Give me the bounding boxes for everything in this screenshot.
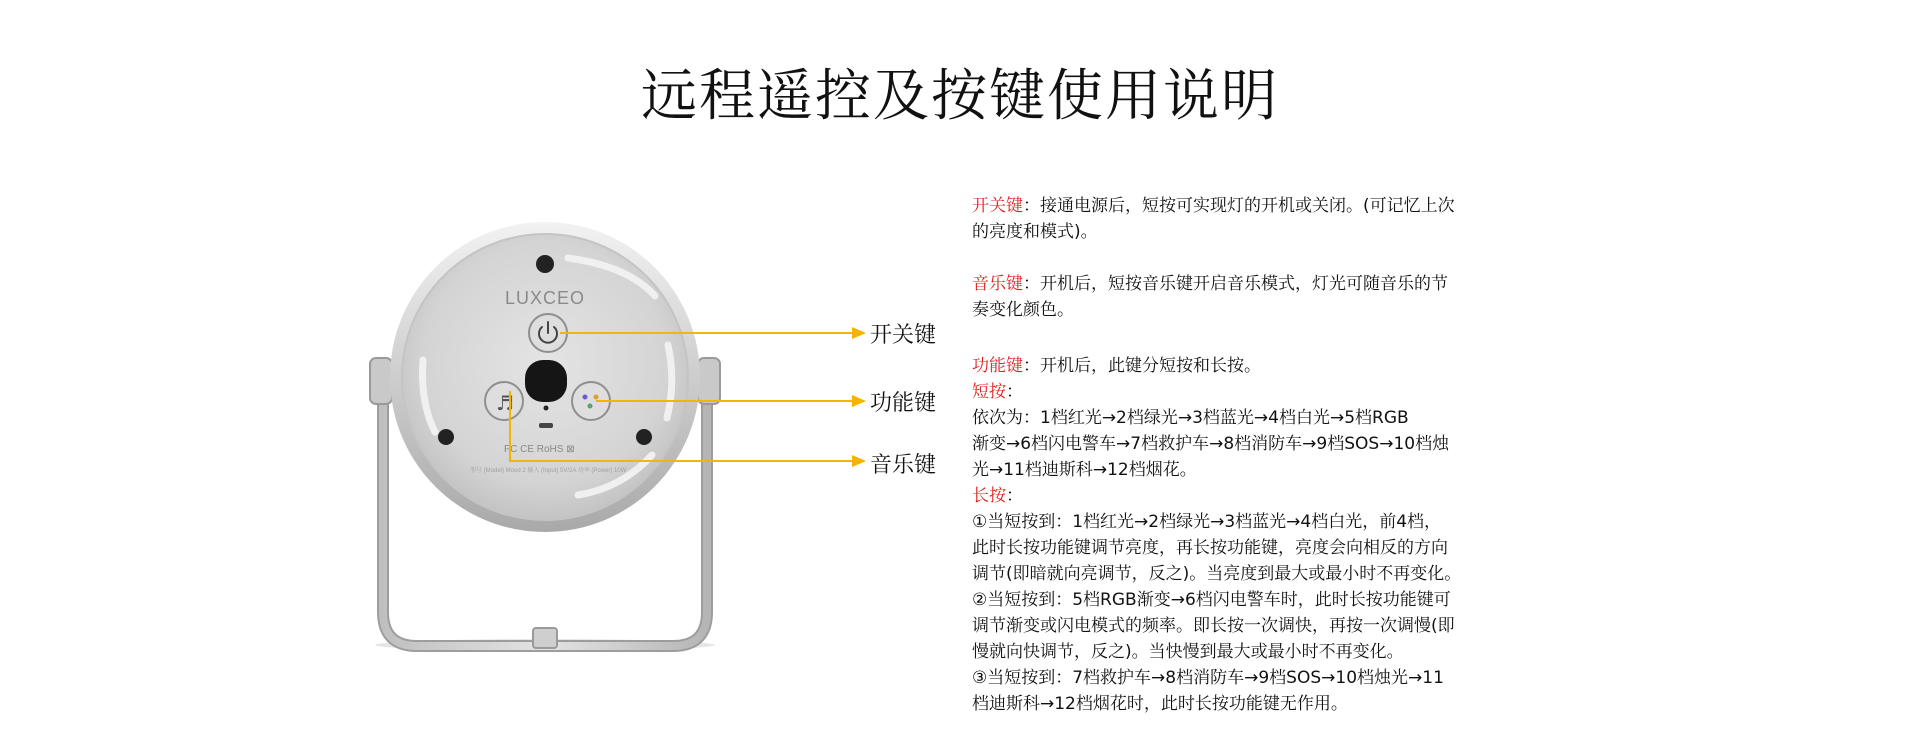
long-press-line: 慢就向快调节，反之)。当快慢到最大或最小时不再变化。 bbox=[972, 642, 1404, 662]
music-key-label: 音乐键 bbox=[972, 274, 1023, 294]
short-press-line: 依次为：1档红光→2档绿光→3档蓝光→4档白光→5档RGB bbox=[972, 408, 1409, 428]
power-desc-line1: 开关键：接通电源后，短按可实现灯的开机或关闭。(可记忆上次 bbox=[972, 196, 1455, 216]
long-press-line: 调节渐变或闪电模式的频率。即长按一次调快，再按一次调慢(即 bbox=[972, 616, 1455, 636]
long-press-line: ①当短按到：1档红光→2档绿光→3档蓝光→4档白光，前4档， bbox=[972, 512, 1442, 532]
music-desc-line2: 奏变化颜色。 bbox=[972, 300, 1074, 320]
mic-hole bbox=[544, 406, 549, 411]
callout-power-key: 开关键 bbox=[870, 323, 937, 348]
long-press-line: ②当短按到：5档RGB渐变→6档闪电警车时，此时长按功能键可 bbox=[972, 590, 1451, 610]
short-press-heading: 短按： bbox=[972, 382, 1023, 402]
power-key-label: 开关键 bbox=[972, 196, 1023, 216]
function-key-label: 功能键 bbox=[972, 356, 1023, 376]
spec-text: 型号 (Model) Mood 2 输入 (Input) 5V/2A 功率 (Power) 10W bbox=[470, 468, 627, 474]
long-press-heading: 长按： bbox=[972, 486, 1023, 506]
ir-sensor bbox=[525, 360, 567, 402]
screw-hole-left bbox=[438, 429, 454, 445]
music-note-icon: ♬ bbox=[496, 391, 514, 415]
screw-hole-top bbox=[536, 255, 554, 273]
callout-function-key: 功能键 bbox=[870, 391, 937, 416]
short-press-line: 光→11档迪斯科→12档烟花。 bbox=[972, 460, 1197, 480]
music-desc-line1: 音乐键：开机后，短按音乐键开启音乐模式，灯光可随音乐的节 bbox=[972, 274, 1448, 294]
certification-marks: FC CE RoHS ⊠ bbox=[504, 444, 575, 455]
long-press-line: 调节(即暗就向亮调节，反之)。当亮度到最大或最小时不再变化。 bbox=[972, 564, 1462, 584]
long-press-line: 档迪斯科→12档烟花时，此时长按功能键无作用。 bbox=[972, 694, 1348, 714]
callout-music-key: 音乐键 bbox=[870, 453, 937, 478]
short-press-line: 渐变→6档闪电警车→7档救护车→8档消防车→9档SOS→10档烛 bbox=[972, 434, 1450, 454]
instructions bbox=[972, 193, 1532, 717]
long-press-line: 此时长按功能键调节亮度，再长按功能键，亮度会向相反的方向 bbox=[972, 538, 1448, 558]
usb-port bbox=[539, 423, 553, 428]
long-press-line: ③当短按到：7档救护车→8档消防车→9档SOS→10档烛光→11 bbox=[972, 668, 1444, 688]
left-knob bbox=[370, 358, 392, 404]
right-knob bbox=[698, 358, 720, 404]
function-desc-line1: 功能键：开机后，此键分短按和长按。 bbox=[972, 356, 1261, 376]
bottom-mount bbox=[533, 628, 557, 648]
brand-logo: LUXCEO bbox=[505, 288, 586, 308]
callout-arrows bbox=[852, 327, 866, 467]
power-desc-line2: 的亮度和模式)。 bbox=[972, 222, 1098, 242]
page-title: 远程遥控及按键使用说明 bbox=[641, 64, 1279, 129]
screw-hole-right bbox=[636, 429, 652, 445]
